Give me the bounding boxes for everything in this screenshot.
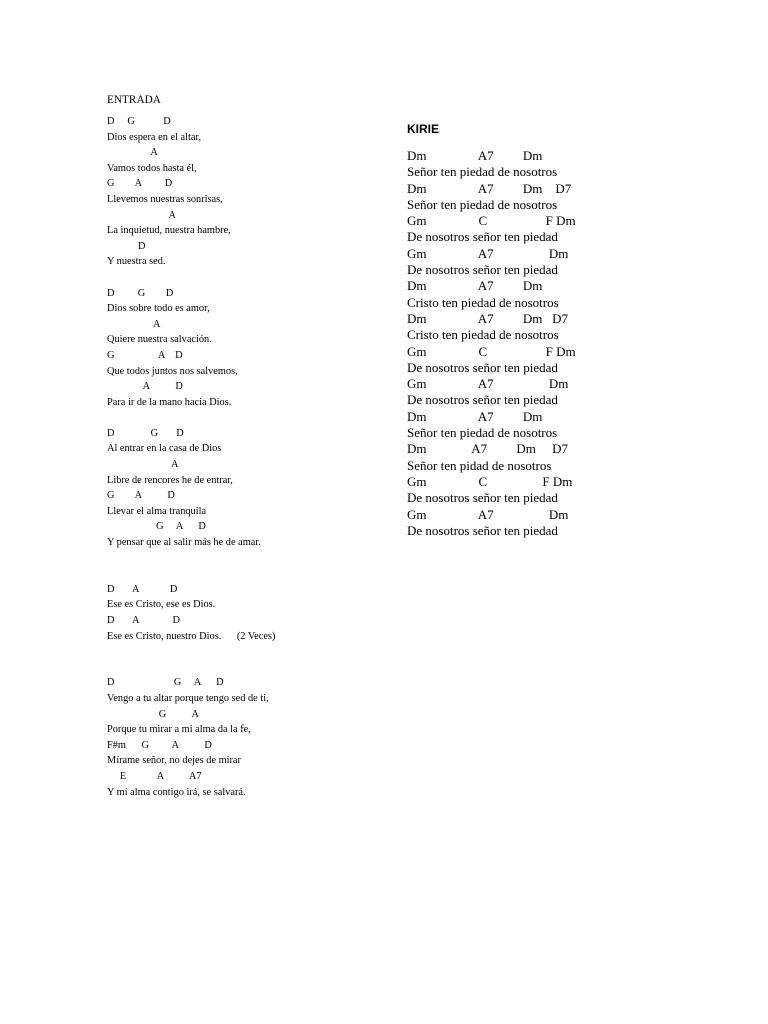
chord-line: Gm A7 Dm (407, 245, 569, 261)
chord-line: D G D (107, 286, 174, 299)
chord-line: D G A D (107, 676, 224, 689)
entrada-blocks (107, 114, 380, 800)
verse-block (107, 582, 380, 644)
chord-line: A (107, 208, 176, 221)
chord-line: Gm A7 Dm (407, 506, 569, 522)
lyric-line: La inquietud, nuestra hambre, (107, 224, 231, 237)
lyric-line: Cristo ten piedad de nosotros (407, 327, 559, 343)
kirie-lines (407, 148, 727, 539)
lyric-line: Cristo ten piedad de nosotros (407, 294, 559, 310)
chord-line: D G D (107, 115, 171, 127)
chord-line: A (107, 146, 158, 159)
lyric-line: Llevar el alma tranquila (107, 504, 207, 517)
lyric-line: Al entrar en la casa de Dios (107, 442, 222, 455)
lyric-line: Señor ten piedad de nosotros (407, 164, 558, 180)
kirie-title: KIRIE (407, 122, 440, 136)
lyric-line: Que todos juntos nos salvemos, (107, 364, 238, 377)
chord-line: G A D (107, 520, 206, 533)
lyric-line: Dios sobre todo es amor, (107, 302, 210, 315)
lyric-line: Porque tu mirar a mi alma da la fe, (107, 723, 251, 736)
entrada-title: ENTRADA (107, 92, 161, 106)
lyric-line: Señor ten piedad de nosotros (407, 196, 558, 212)
lyric-line: Y mi alma contigo irá, se salvará. (107, 785, 246, 798)
lyric-line: Libre de rencores he de entrar, (107, 473, 233, 486)
lyric-line: De nosotros señor ten piedad (407, 229, 558, 245)
chord-line: Gm C F Dm (407, 213, 576, 229)
chord-line: A D (107, 380, 183, 393)
chord-line: D (107, 239, 146, 252)
lyric-line: Quiere nuestra salvación. (107, 333, 212, 346)
lyric-line: De nosotros señor ten piedad (407, 392, 558, 408)
lyric-line: Dios espera en el altar, (107, 130, 202, 143)
chord-line: Dm A7 Dm (407, 278, 543, 294)
chord-line: A (107, 458, 179, 471)
lyric-line: Mírame señor, no dejes de mirar (107, 754, 241, 767)
chord-line: D G D (107, 426, 184, 439)
verse-block (107, 286, 380, 411)
chord-line: E A A7 (107, 769, 202, 782)
chord-line: Dm A7 Dm D7 (407, 310, 569, 326)
kirie-section (407, 121, 727, 539)
lyric-line: De nosotros señor ten piedad (407, 490, 558, 506)
verse-block (107, 426, 380, 551)
block-gap (107, 566, 380, 582)
lyric-line: Y nuestra sed. (107, 255, 166, 268)
lyric-line: Vengo a tu altar porque tengo sed de ti, (107, 691, 269, 704)
lyric-line: De nosotros señor ten piedad (407, 522, 558, 538)
lyric-line: Ese es Cristo, ese es Dios. (107, 598, 216, 611)
lyric-line: Ese es Cristo, nuestro Dios. (2 Veces) (107, 629, 276, 642)
entrada-section (107, 92, 380, 800)
chord-line: D A D (107, 582, 178, 595)
chord-line: G A D (107, 489, 175, 502)
chord-line: Dm A7 Dm D7 (407, 441, 569, 457)
lyric-line: De nosotros señor ten piedad (407, 262, 558, 278)
block-gap (107, 660, 380, 676)
block-gap (107, 551, 380, 567)
lyric-line: De nosotros señor ten piedad (407, 359, 558, 375)
lyric-line: Señor ten piedad de nosotros (407, 425, 558, 441)
chord-line: D A D (107, 614, 180, 626)
chord-line: A (107, 317, 161, 330)
lyric-line: Y pensar que al salir más he de amar. (107, 536, 261, 549)
block-gap (107, 410, 380, 426)
chord-line: Gm A7 Dm (407, 376, 569, 392)
verse-block (107, 114, 380, 270)
chord-line: Dm A7 Dm D7 (407, 180, 572, 196)
chord-line: G A D (107, 348, 183, 361)
lyric-line: Llevemos nuestras sonrisas, (107, 192, 223, 205)
chord-line: Gm C F Dm (407, 343, 576, 359)
block-gap (107, 270, 380, 286)
chord-line: G A D (107, 177, 173, 190)
chord-line: G A (107, 707, 199, 720)
chord-line: Dm A7 Dm (407, 148, 543, 163)
block-gap (107, 644, 380, 660)
chord-line: Gm C F Dm (407, 473, 573, 489)
lyric-line: Vamos todos hasta él, (107, 161, 197, 174)
lyric-line: Para ir de la mano hacia Dios. (107, 395, 232, 408)
chord-line: F#m G A D (107, 738, 212, 751)
chord-line: Dm A7 Dm (407, 408, 543, 424)
verse-block (107, 675, 380, 800)
lyric-line: Señor ten pidad de nosotros (407, 457, 552, 473)
